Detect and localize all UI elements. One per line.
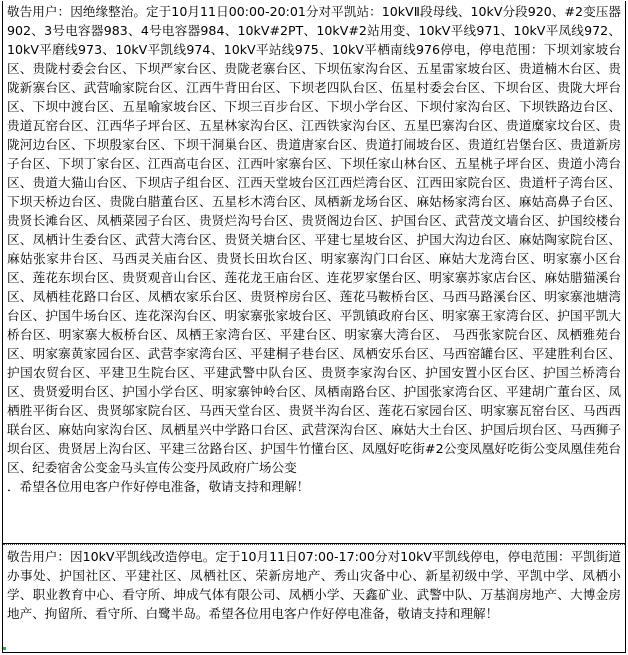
notice-2-text: 敬告用户：因10kV平凯线改造停电。定于10月11日07:00-17:00分对10kV平凯线停电，停电范围：平凯街道办事处、护国社区、平建社区、凤栖社区、荣新房地产、秀山灾备中心、新星初级中学、平凯中学、凤栖小学、职业教育中心、看守所、坤成气体有限公司、凤栖小学、天鑫矿业、武警中队、万基润房地产、大博金房地产、拘留所、看守所、白鹭半岛。希望各位用电客户作好停电准备，敬请支持和理解！ <box>7 549 621 621</box>
row-divider <box>3 543 625 545</box>
notice-1-text: 敬告用户：因绝缘整治。定于10月11日00:00-20:01分对平凯站：10kVⅡ段母线、10kV分段920、#2变压器902、3号电容器983、4号电容器984、10kV#2PT、10kV#2站用变、10kV平线971、10kV平凤线972、10kV平磨线973、10kV平凯线974、10kV平站线975、10kV平栖南线976停电，停电范围：下坝刘家坡台区、贵陇村委会台区、下坝严家台区、贵陇老寨台区、下坝伍家沟台区、五星雷家坡台区、贵道楠木台区、贵陇新寨台区、武营喻家院台区、江西牛背田台区、下坝老四队台区、伍星村委会台区、下坝台区、贵陇大坪台区、下坝中渡台区、五星喻家坡台区、下坝三百步台区、下坝小学台区、下坝付家沟台区、下坝铁路边台区、贵道瓦窑台区、江西华子坪台区、五星林家沟台区、江西铁家沟台区、五星巴寨沟台区、贵道糜家坟台区、贵陇河边台区、下坝殷家台区、下坝干洞巢台区、贵道唐家台区、贵道打闹坡台区、贵道红岩堡台区、贵道新房子台区、下坝丁家台区、江西高屯台区、江西叶家寨台区、下坝任家山林台区、五星桃子坪台区、贵道小湾台区、贵道大猫山台区、下坝店子组台区、江西天堂坡台区江西烂湾台区、江西田家院台区、贵道杆子湾台区、下坝天桥边台区、贵陇白腊董台区、五星杉木湾台区、凤栖新龙场台区、麻姑杨家湾台区、麻姑高鼻子台区、贵贤长滩台区、凤栖菜园子台区、贵贤烂沟号台区、贵贤阁边台区、护国台区、武营茂文墙台区、护国绞楼台区、凤栖计生委台区、武营大湾台区、贵贤关塘台区、平建七星坡台区、护国大沟边台区、麻姑陶家院台区、麻姑张家井台区、马西灵关庙台区、贵贤长田坎台区、明家寨沟门口台区、麻姑大龙湾台区、明家寨小区台区、莲花东坝台区、贵贤观音山台区、莲花龙王庙台区、连花罗家堡台区、明家寨苏家店台区、麻姑腊猫溪台区、凤栖桂花路口台区、凤栖农家乐台区、贵贤榨房台区、莲花马鞍桥台区、马西马路溪台区、明家寨池塘湾台区、护国牛场台区、连花深沟台区、明家寨张家坡台区、平凯镇政府台区、明家寨王家湾台区、护国平凯大桥台区、明家寨大板桥台区、凤栖王家湾台区、平建台区、明家寨大湾台区、 马西张家院台区、凤栖雅苑台区、明家寨黄家园台区、武营李家湾台区、平建桐子巷台区、凤栖安乐台区、马西窑罐台区、平建胜利台区、护国农贸台区、平建卫生院台区、平建武警中队台区、贵贤李家沟台区、护国安置小区台区、护国兰桥湾台区、贵贤爱明台区、护国小学台区、明家寨钟岭台区、凤栖南路台区、护国张家湾台区、平建胡广董台区、凤栖胜平街台区、贵贤邬家院台区、马西天堂台区、贵贤半沟台区、莲花石家园台区、明家寨瓦窑台区、马西西联台区、麻姑向家沟台区、凤栖星兴中学路口台区、武营深沟台区、麻姑大土台区、护国后坝台区、马西狮子坝台区、贵贤居上沟台区、平建三岔路台区、护国牛竹懂台区、凤凰好吃街#2公变凤凰好吃街公变凤凰佳苑台区、纪委宿舍公变金马头宣传公变丹凤政府广场公变 <box>7 4 621 475</box>
outage-notice-1 <box>3 1 625 543</box>
outage-notice-sheet <box>2 1 626 653</box>
cell-marker-icon <box>3 647 6 650</box>
notice-1-closing: ．希望各位用电客户作好停电准备，敬请支持和理解！ <box>7 479 310 494</box>
outage-notice-2 <box>3 546 625 648</box>
